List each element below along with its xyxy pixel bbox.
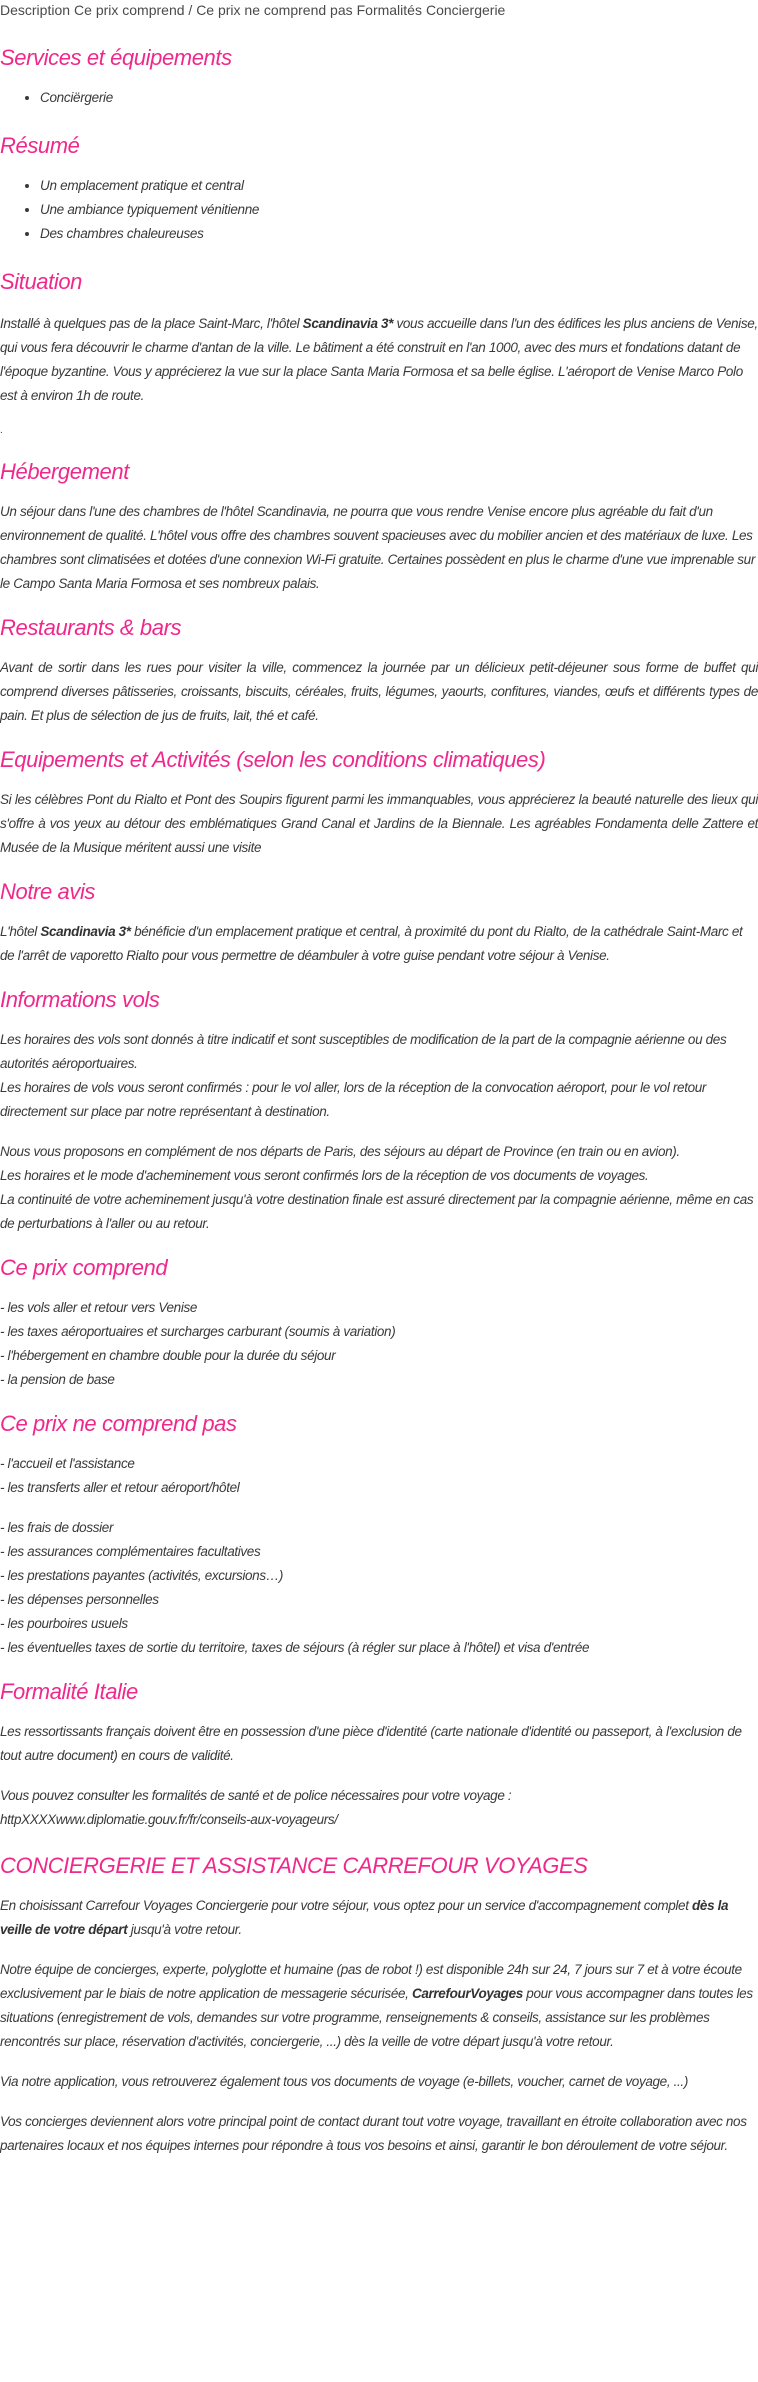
- list-item: • Conciërgerie: [40, 86, 758, 110]
- vols-p4: Les horaires et le mode d'acheminement vous seront confirmés lors de la réception de vos documents de voyages.: [0, 1168, 649, 1183]
- formalite-p1: Les ressortissants français doivent être en possession d'une pièce d'identité (carte nationale d'identité ou passeport, à l'exclusion de tout autre document) en cours de validité.: [0, 1724, 742, 1763]
- vols-title: Informations vols: [0, 987, 160, 1012]
- ne-comprend-list: [0, 1452, 758, 1660]
- equipements-text: Si les célèbres Pont du Rialto et Pont des Soupirs figurent parmi les immanquables, vous apprécierez la beauté naturelle des lieux qui s'offre à vos yeux au détour des emblématiques Grand Canal et Jardins de la Biennale. Les agréables Fondamenta delle Zattere et Musée de la Musique méritent aussi une visite: [0, 792, 758, 855]
- vols-p5: La continuité de votre acheminement jusqu'à votre destination finale est assuré directement par la compagnie aérienne, même en cas de perturbations à l'aller ou au retour.: [0, 1192, 754, 1231]
- list-item: - les taxes aéroportuaires et surcharges carburant (soumis à variation): [0, 1324, 396, 1339]
- conciergerie-p2: Notre équipe de concierges, experte, polyglotte et humaine (pas de robot !) est disponible 24h sur 24, 7 jours sur 7 et à votre écoute exclusivement par le biais de notre application de messagerie sécurisée, CarrefourVoyages pour vous accompagner dans toutes les situations (enregistrement de vols, demandes sur votre programme, renseignements & conseils, assistance sur les problèmes rencontrés sur place, réservation d'activités, conciergerie, ...) dès la veille de votre départ jusqu'à votre retour.: [0, 1962, 753, 2049]
- restaurants-text: Avant de sortir dans les rues pour visiter la ville, commencez la journée par un délicieux petit-déjeuner sous forme de buffet qui comprend diverses pâtisseries, croissants, biscuits, céréales, fruits, légumes, yaourts, confitures, viandes, œufs et différents types de pain. Et plus de sélection de jus de fruits, lait, thé et café.: [0, 660, 758, 723]
- list-item: - les vols aller et retour vers Venise: [0, 1300, 198, 1315]
- resume-list: [0, 174, 758, 246]
- list-item: - l'hébergement en chambre double pour la durée du séjour: [0, 1348, 336, 1363]
- list-item: - les frais de dossier: [0, 1520, 114, 1535]
- restaurants-title: Restaurants & bars: [0, 615, 182, 640]
- conciergerie-p1: En choisissant Carrefour Voyages Conciergerie pour votre séjour, vous optez pour un service d'accompagnement complet dès la veille de votre départ jusqu'à votre retour.: [0, 1898, 729, 1937]
- equipements-title: Equipements et Activités (selon les conditions climatiques): [0, 747, 546, 772]
- ne-comprend-title: Ce prix ne comprend pas: [0, 1411, 237, 1436]
- formalite-p2: Vous pouvez consulter les formalités de santé et de police nécessaires pour votre voyage :: [0, 1788, 512, 1803]
- conciergerie-title: CONCIERGERIE ET ASSISTANCE CARREFOUR VOYAGES: [0, 1853, 588, 1878]
- services-title: Services et équipements: [0, 45, 232, 70]
- list-item: • Un emplacement pratique et central: [40, 174, 758, 198]
- list-item: - les assurances complémentaires facultatives: [0, 1544, 261, 1559]
- list-item: - l'accueil et l'assistance: [0, 1456, 135, 1471]
- tab-description[interactable]: Description: [0, 2, 71, 18]
- tab-prix[interactable]: Ce prix comprend / Ce prix ne comprend pas: [74, 2, 353, 18]
- list-item: • Des chambres chaleureuses: [40, 222, 758, 246]
- list-item: - les pourboires usuels: [0, 1616, 128, 1631]
- avis-title: Notre avis: [0, 879, 96, 904]
- comprend-title: Ce prix comprend: [0, 1255, 168, 1280]
- services-list: [0, 86, 758, 110]
- comprend-list: [0, 1296, 758, 1392]
- formalite-title: Formalité Italie: [0, 1679, 138, 1704]
- hebergement-text: Un séjour dans l'une des chambres de l'hôtel Scandinavia, ne pourra que vous rendre Venise encore plus agréable du fait d'un environnement de qualité. L'hôtel vous offre des chambres souvent spacieuses avec du mobilier ancien et des matériaux de luxe. Les chambres sont climatisées et dotées d'une connexion Wi-Fi gratuite. Certaines possèdent en plus le charme d'une vue imprenable sur le Campo Santa Maria Formosa et ses nombreux palais.: [0, 504, 755, 591]
- tab-formalites[interactable]: Formalités: [356, 2, 422, 18]
- stray-dot: .: [0, 425, 3, 436]
- situation-title: Situation: [0, 269, 83, 294]
- list-item: - les prestations payantes (activités, excursions…): [0, 1568, 284, 1583]
- vols-p1: Les horaires des vols sont donnés à titre indicatif et sont susceptibles de modification de la part de la compagnie aérienne ou des autorités aéroportuaires.: [0, 1032, 727, 1071]
- list-item: - les dépenses personnelles: [0, 1592, 159, 1607]
- hebergement-title: Hébergement: [0, 459, 129, 484]
- tab-bar: [0, 0, 758, 22]
- list-item: - les transferts aller et retour aéroport/hôtel: [0, 1480, 240, 1495]
- vols-p3: Nous vous proposons en complément de nos départs de Paris, des séjours au départ de Province (en train ou en avion).: [0, 1144, 680, 1159]
- vols-p2: Les horaires de vols vous seront confirmés : pour le vol aller, lors de la réception de la convocation aéroport, pour le vol retour directement sur place par notre représentant à destination.: [0, 1080, 707, 1119]
- situation-text: Installé à quelques pas de la place Saint-Marc, l'hôtel Scandinavia 3* vous accueille dans l'un des édifices les plus anciens de Venise, qui vous fera découvrir le charme d'antan de la ville. Le bâtiment a été construit en l'an 1000, avec des murs et fondations datant de l'époque byzantine. Vous y apprécierez la vue sur la place Santa Maria Formosa et sa belle église. L'aéroport de Venise Marco Polo est à environ 1h de route.: [0, 316, 758, 403]
- resume-title: Résumé: [0, 133, 80, 158]
- formalite-link[interactable]: httpXXXXwww.diplomatie.gouv.fr/fr/conseils-aux-voyageurs/: [0, 1812, 338, 1827]
- tab-conciergerie[interactable]: Conciergerie: [425, 2, 506, 18]
- conciergerie-p3: Via notre application, vous retrouverez également tous vos documents de voyage (e-billets, voucher, carnet de voyage, ...): [0, 2074, 688, 2089]
- list-item: - la pension de base: [0, 1372, 115, 1387]
- conciergerie-p4: Vos concierges deviennent alors votre principal point de contact durant tout votre voyage, travaillant en étroite collaboration avec nos partenaires locaux et nos équipes internes pour répondre à tous vos besoins et ainsi, garantir le bon déroulement de votre séjour.: [0, 2114, 747, 2153]
- avis-text: L'hôtel Scandinavia 3* bénéficie d'un emplacement pratique et central, à proximité du pont du Rialto, de la cathédrale Saint-Marc et de l'arrêt de vaporetto Rialto pour vous permettre de déambuler à votre guise pendant votre séjour à Venise.: [0, 924, 743, 963]
- list-item: - les éventuelles taxes de sortie du territoire, taxes de séjours (à régler sur place à l'hôtel) et visa d'entrée: [0, 1640, 590, 1655]
- list-item: • Une ambiance typiquement vénitienne: [40, 198, 758, 222]
